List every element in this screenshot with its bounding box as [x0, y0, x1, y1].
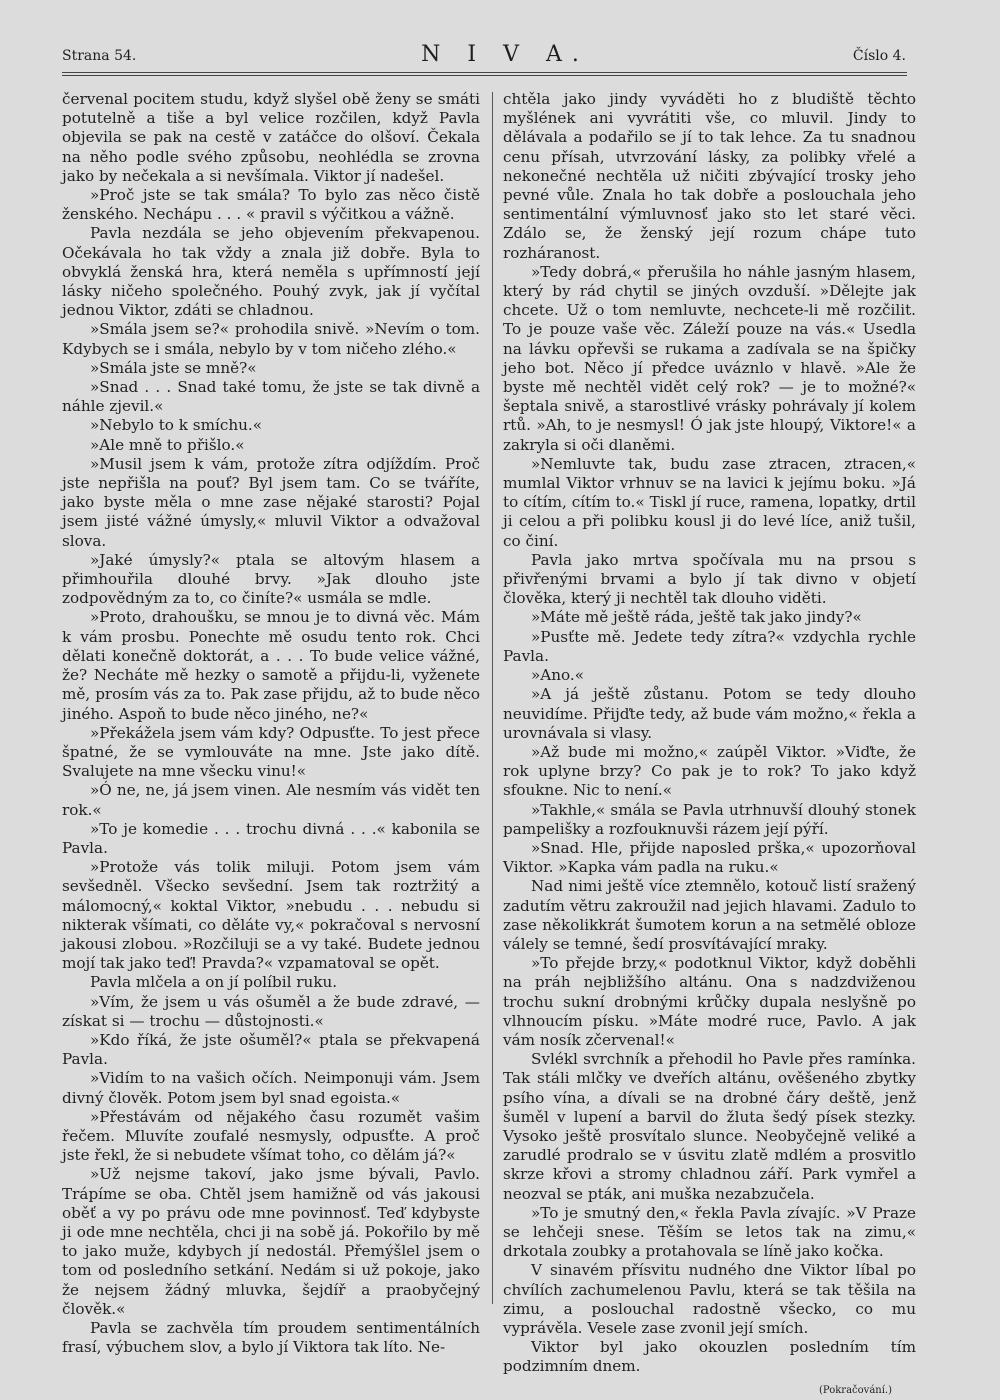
paragraph: »Až bude mi možno,« zaúpěl Viktor. »Viďte, že rok uplyne brzy? Co pak je to rok? To jako když sfoukne. Nic to není.« [503, 742, 916, 800]
paragraph: »Pusťte mě. Jedete tedy zítra?« vzdychla rychle Pavla. [503, 627, 916, 665]
column-divider [492, 92, 493, 1304]
paragraph: »To je smutný den,« řekla Pavla zívajíc. »V Praze se lehčeji snese. Těším se letos tak na zimu,« drkotala zoubky a protahovala se líně jako kočka. [503, 1203, 916, 1261]
right-column [503, 90, 916, 1400]
paragraph: »Jaké úmysly?« ptala se altovým hlasem a přimhouřila dlouhé brvy. »Jak dlouho jste zodpovědným za to, co činíte?« usmála se mdle. [62, 550, 480, 608]
paragraph: »Vím, že jsem u vás ošuměl a že bude zdravé, — získat si — trochu — důstojnosti.« [62, 992, 480, 1030]
header-rule [62, 75, 907, 76]
issue-number: Číslo 4. [852, 48, 906, 64]
paragraph: »Kdo říká, že jste ošuměl?« ptala se překvapená Pavla. [62, 1030, 480, 1069]
paragraph: »Takhle,« smála se Pavla utrhnuvší dlouhý stonek pampelišky a rozfouknuvši rázem její pýří. [503, 800, 916, 838]
paragraph: »Tedy dobrá,« přerušila ho náhle jasným hlasem, který by rád chytil se jiných ovzduší. »Dělejte jak chcete. Už o tom nemluvte, nechcete-li mě rozčilit. To je pouze vaše věc. Záleží pouze na vás.« Usedla na lávku opřevši se rukama a zadívala se na špičky jeho bot. Něco jí předce uváznlo v hlavě. »Ale že byste mě nechtěl vidět celý rok? — je to možné?« šeptala snivě, a starostlivé vrásky pohrávaly jí kolem rtů. »Ah, to je nesmysl! Ó jak jste hloupý, Viktore!« a zakryla si oči dlaněmi. [503, 262, 916, 454]
paragraph: »Máte mě ještě ráda, ještě tak jako jindy?« [531, 608, 862, 627]
paragraph: »Proto, drahoušku, se mnou je to divná věc. Mám k vám prosbu. Ponechte mě osudu tento rok. Chci dělati konečně doktorát, a . . . To bude velice vážné, že? Necháte mě hezky o samotě a přijdu-li, vyženete mě, prosím vás za to. Pak zase přijdu, až to bude něco jiného. Aspoň to bude něco jiného, ne?« [62, 608, 480, 723]
paragraph: »Nebylo to k smíchu.« [90, 416, 263, 435]
paragraph: »To přejde brzy,« podotknul Viktor, když doběhli na práh nejbližšího altánu. Ona s nadzdviženou trochu sukní drobnými krůčky dupala neslyšně po vlhnoucím písku. »Máte modré ruce, Pavlo. A jak vám nosík zčervenal!« [503, 954, 916, 1049]
paragraph: Pavla mlčela a on jí políbil ruku. [90, 973, 338, 992]
continuation-note: (Pokračování.) [819, 1384, 892, 1396]
paragraph: »Překážela jsem vám kdy? Odpusťte. To jest přece špatné, že se vymlouváte na mne. Jste jako dítě. Svalujete na mne všecku vinu!« [62, 723, 480, 781]
magazine-title: N I V A. [421, 42, 589, 67]
paragraph: Viktor byl jako okouzlen posledním tím podzimním dnem. [503, 1338, 916, 1376]
paragraph: »Snad. Hle, přijde naposled prška,« upozorňoval Viktor. »Kapka vám padla na ruku.« [503, 838, 916, 877]
header-rule [62, 72, 907, 73]
paragraph: »Ale mně to přišlo.« [90, 435, 245, 454]
paragraph: »Snad . . . Snad také tomu, že jste se tak divně a náhle zjevil.« [62, 378, 480, 416]
paragraph: »Protože vás tolik miluji. Potom jsem vám sevšedněl. Všecko sevšední. Jsem tak roztržitý a málomocný,« koktal Viktor, »nebudu . . . nebudu si nikterak všímati, co děláte vy,« pokračoval s nervosní jakousi zlobou. »Rozčiluji se a vy také. Budete jednou mojí tak jako teď! Pravda?« vzpamatoval se opět. [62, 858, 480, 973]
paragraph: červenal pocitem studu, když slyšel obě ženy se smáti potutelně a tiše a byl velice rozčilen, když Pavla objevila se pak na cestě v zatáčce do olšoví. Čekala na něho podle svého způsobu, neohlédla se zrovna jako by nečekala a si nevšímala. Viktor jí nadešel. [62, 90, 480, 185]
paragraph: »Ó ne, ne, já jsem vinen. Ale nesmím vás vidět ten rok.« [62, 781, 480, 819]
paragraph: Pavla jako mrtva spočívala mu na prsou s přivřenými brvami a bylo jí tak divno v objetí člověka, který ji nechtěl tak dlouho viděti. [503, 550, 916, 608]
paragraph: Svlékl svrchník a přehodil ho Pavle přes ramínka. Tak stáli mlčky ve dveřích altánu, ověšeného zbytky psího vína, a dívali se na drobné čáry deště, jenž šuměl v lupení a barvil do žluta šedý písek stezky. Vysoko ještě prosvítalo slunce. Neobyčejně veliké a zarudlé prodralo se v úsvitu zlatě mdlém a prosvitlo skrze křovi a stromy chladnou září. Park vymřel a neozval se pták, ani muška nezabzučela. [503, 1050, 916, 1203]
paragraph: Pavla se zachvěla tím proudem sentimentálních frasí, výbuchem slov, a bylo jí Viktora tak líto. Ne- [62, 1319, 480, 1357]
paragraph: »Ano.« [531, 666, 585, 685]
paragraph: »Smála jste se mně?« [90, 358, 257, 377]
paragraph: »A já ještě zůstanu. Potom se tedy dlouho neuvidíme. Přijďte tedy, až bude vám možno,« řekla a urovnávala si vlasy. [503, 685, 916, 742]
paragraph: »To je komedie . . . trochu divná . . .« kabonila se Pavla. [62, 819, 480, 857]
paragraph: Nad nimi ještě více ztemnělo, kotouč listí sražený zadutím větru zakroužil nad jejich hlavami. Zadulo to zase několikkrát šumotem korun a na setmělé obloze válely se temné, šedí prosvítávající mraky. [503, 877, 916, 953]
paragraph: Pavla nezdála se jeho objevením překvapenou. Očekávala ho tak vždy a znala již dobře. Byla to obvyklá ženská hra, která neměla s upřímností její lásky ničeho společného. Pouhý zvyk, jak jí vyčítal jednou Viktor, zdáti se chladnou. [62, 224, 480, 320]
paragraph: »Nemluvte tak, budu zase ztracen, ztracen,« mumlal Viktor vrhnuv se na lavici k jejímu boku. »Já to cítím, cítím to.« Tiskl jí ruce, ramena, lopatky, drtil ji celou a při polibku kousl ji do levé líce, aniž tušil, co činí. [503, 454, 916, 550]
paragraph: chtěla jako jindy vyváděti ho z bludiště těchto myšlének ani vyvrátiti vše, co mluvil. Jindy to dělávala a podařilo se jí to tak lehce. Za tu snadnou cenu přísah, utvrzování lásky, za polibky vřelé a nekonečné nechtěla už ničiti zbývající trosky jeho pevné vůle. Znala ho tak dobře a poslouchala jeho sentimentální výmluvnosť jako sto let staré věci. Zdálo se, že ženský její rozum chápe tuto rozháranost. [503, 90, 916, 262]
left-column [62, 90, 480, 1357]
paragraph: »Přestávám od nějakého času rozumět vašim řečem. Mluvíte zoufalé nesmysly, odpusťte. A proč jste řekl, že si nebudete všímat toho, co dělám já?« [62, 1107, 480, 1165]
page-number: Strana 54. [62, 48, 137, 64]
paragraph: »Musil jsem k vám, protože zítra odjíždím. Proč jste nepřišla na pouť? Byl jsem tam. Co se tváříte, jako byste měla o mne zase nějaké starosti? Pojal jsem jisté vážné úmysly,« mluvil Viktor a odvažoval slova. [62, 454, 480, 550]
paragraph: »Vidím to na vašich očích. Neimponuji vám. Jsem divný člověk. Potom jsem byl snad egoista.« [62, 1069, 480, 1107]
paragraph: »Smála jsem se?« prohodila snivě. »Nevím o tom. Kdybych se i smála, nebylo by v tom ničeho zlého.« [62, 320, 480, 358]
paragraph: »Už nejsme takoví, jako jsme bývali, Pavlo. Trápíme se oba. Chtěl jsem hamižně od vás jakousi oběť a vy po právu ode mne povinnosť. Teď kdybyste ji ode mne nechtěla, chci ji na sobě já. Pokořilo by mě to jako muže, kdybych jí nedostál. Přemýšlel jsem o tom od posledního setkání. Nedám si už pokoje, jako že nejsem žádný mluvka, šejdíř a praobyčejný člověk.« [62, 1165, 480, 1318]
paragraph: »Proč jste se tak smála? To bylo zas něco čistě ženského. Nechápu . . . « pravil s výčitkou a vážně. [62, 186, 480, 224]
paragraph: V sinavém přísvitu nudného dne Viktor líbal po chvílích zachumelenou Pavlu, která se tak těšila na zimu, a poslouchal radostně všecko, co mu vyprávěla. Vesele zase zvonil její smích. [503, 1261, 916, 1337]
